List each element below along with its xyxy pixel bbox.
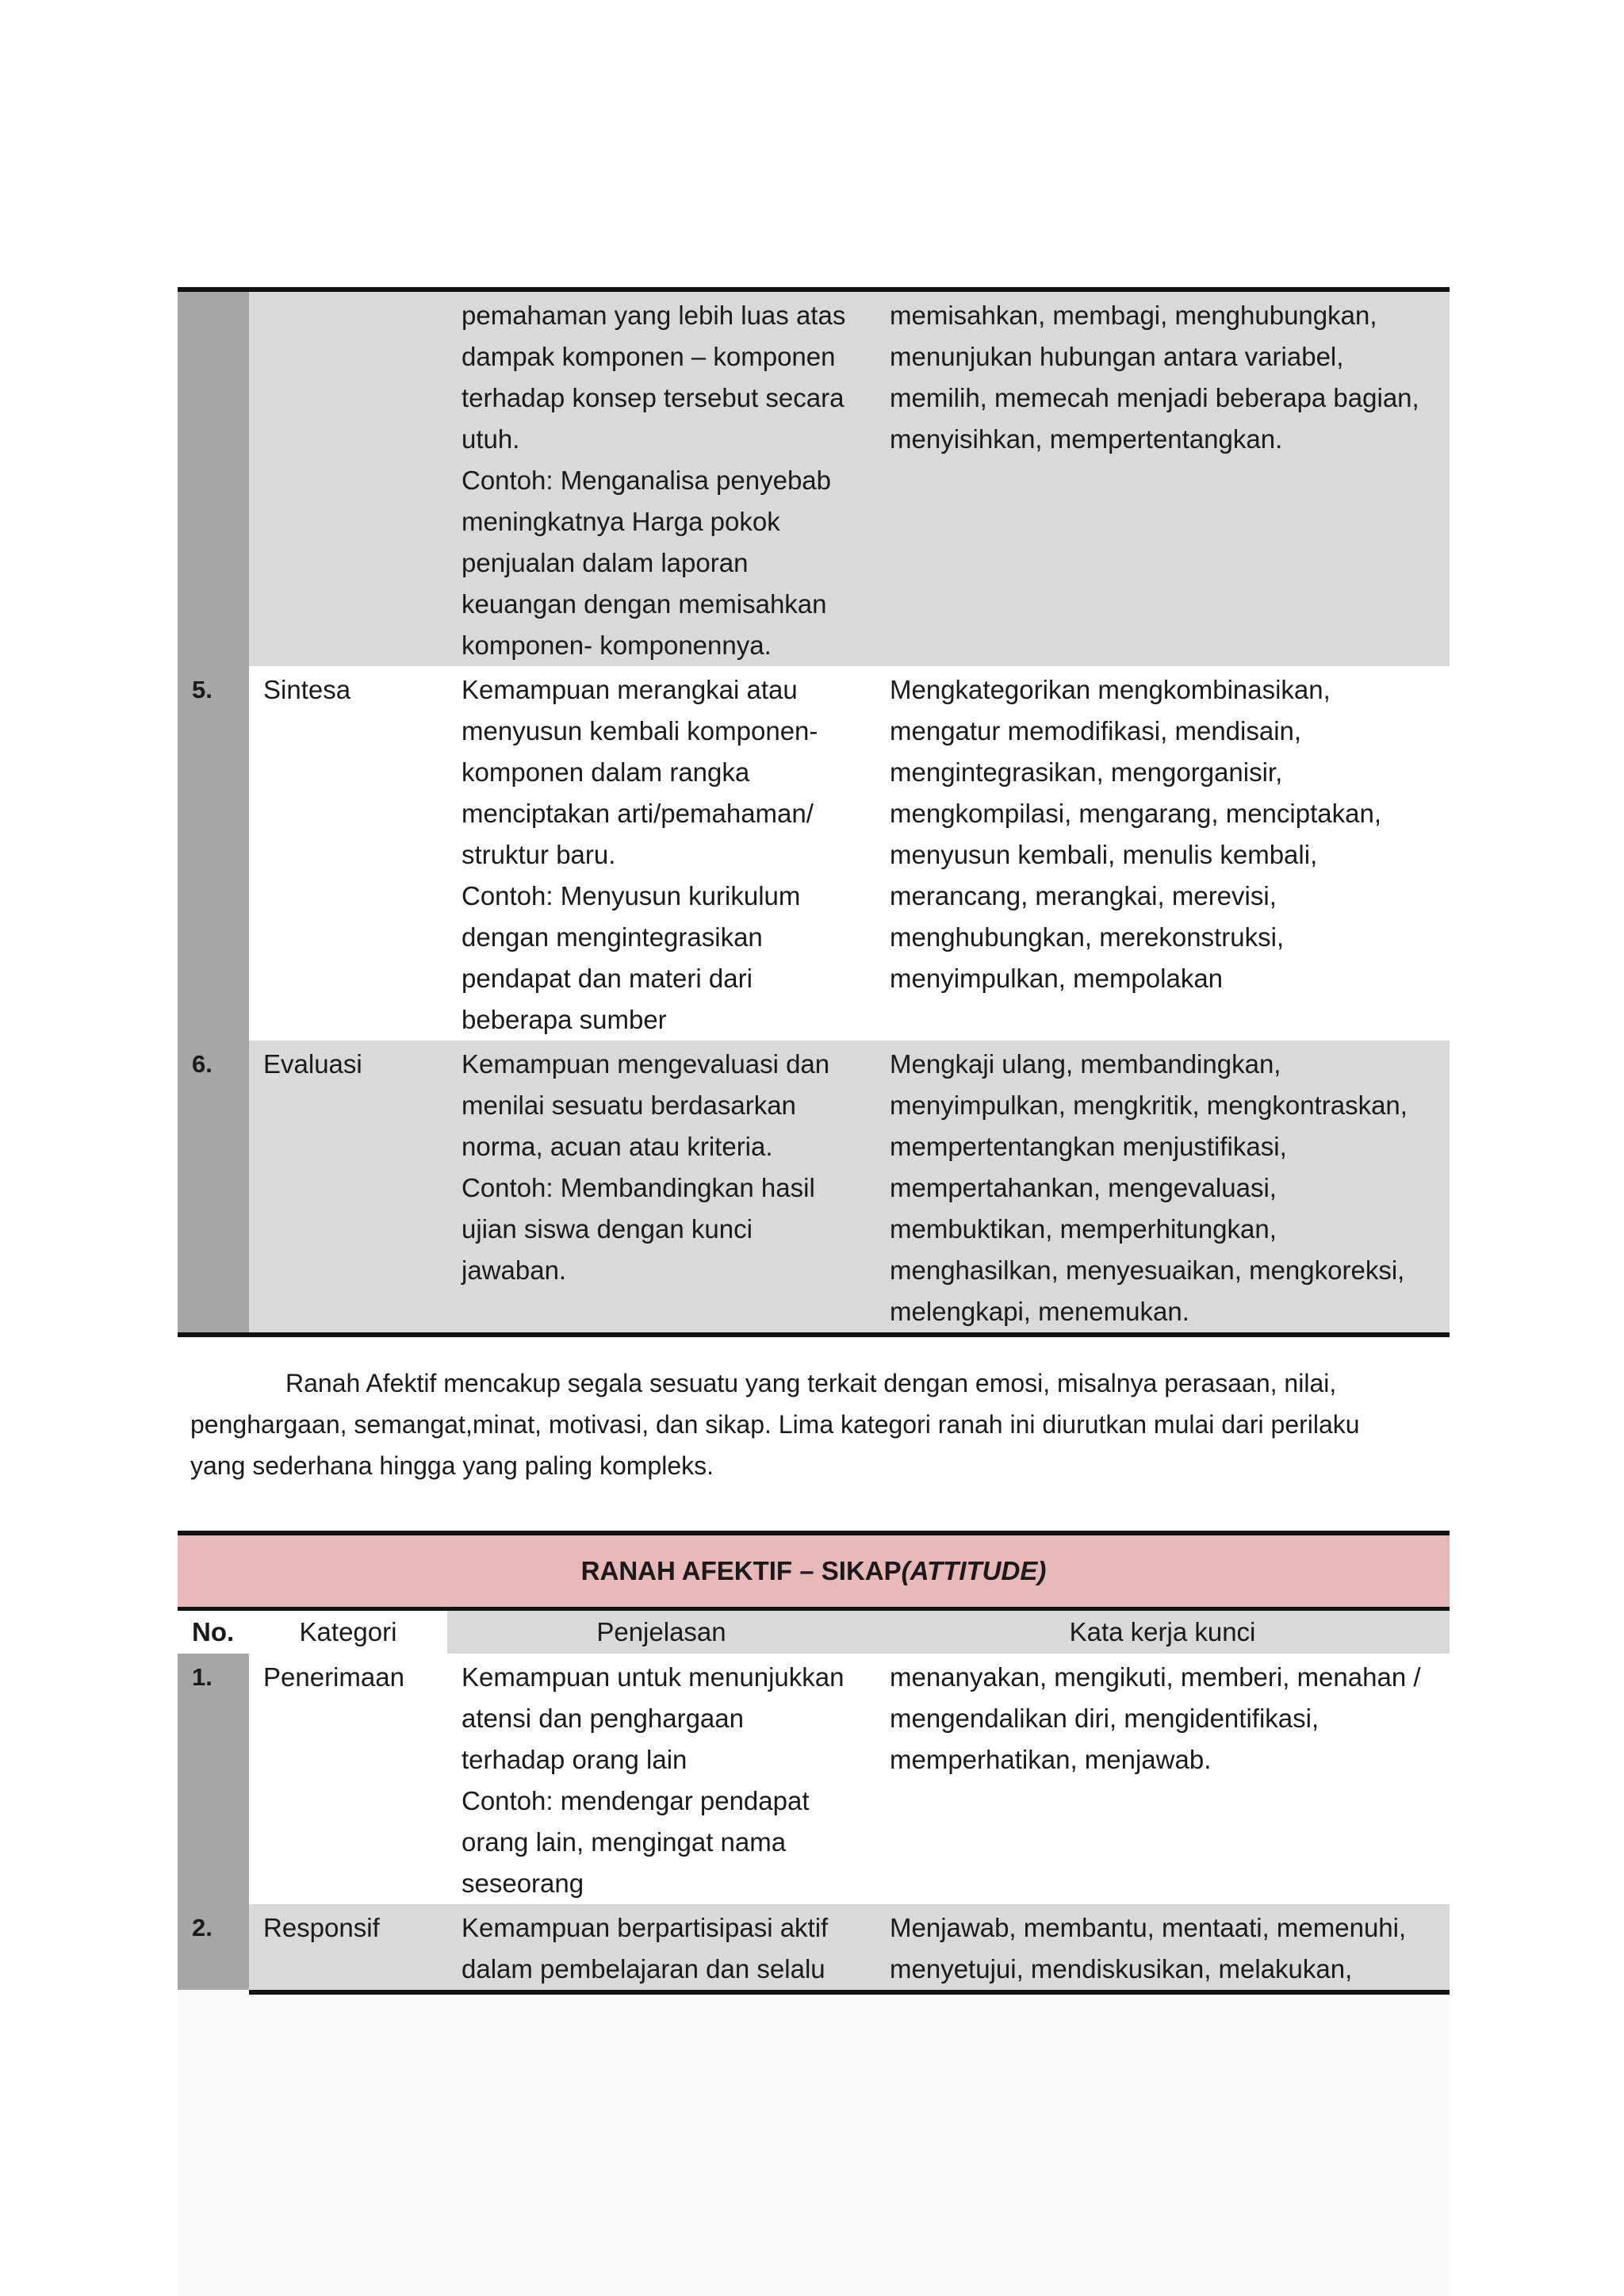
cell-kata-kerja (875, 1654, 1450, 1904)
table-body (178, 292, 1450, 1332)
cell-kata-kerja (875, 292, 1450, 666)
cell-no: 5. (178, 666, 249, 1041)
cell-kategori (249, 292, 447, 666)
cell-line: Menjawab, membantu, mentaati, memenuhi, (890, 1913, 1407, 1942)
cell-line: menghubungkan, merekonstruksi, (890, 922, 1285, 952)
cell-line: menilai sesuatu berdasarkan (462, 1091, 796, 1120)
table-row (178, 1041, 1450, 1332)
cell-line: utuh. (462, 424, 520, 454)
table-title-main: RANAH AFEKTIF – SIKAP (580, 1556, 902, 1585)
table-row (178, 292, 1450, 666)
paragraph-line: penghargaan, semangat,minat, motivasi, dan sikap. Lima kategori ranah ini diurutkan mulai dari perilaku (190, 1410, 1360, 1439)
cell-line: pemahaman yang lebih luas atas (462, 301, 846, 330)
table-row (178, 1904, 1450, 1990)
header-penjelasan: Penjelasan (447, 1611, 875, 1654)
cell-line: Kemampuan mengevaluasi dan (462, 1049, 830, 1079)
table-row (178, 666, 1450, 1041)
cell-line: menciptakan arti/pemahaman/ (462, 799, 814, 828)
cell-line: menyimpulkan, mempolakan (890, 964, 1224, 993)
cell-line: pendapat dan materi dari (462, 964, 753, 993)
cognitive-table-continued (178, 287, 1450, 1337)
cell-line: menunjukan hubungan antara variabel, (890, 342, 1344, 371)
cell-line: jawaban. (462, 1255, 567, 1285)
cell-line: ujian siswa dengan kunci (462, 1214, 753, 1244)
cell-line: menyisihkan, mempertentangkan. (890, 424, 1283, 454)
cell-line: mempertentangkan menjustifikasi, (890, 1132, 1287, 1161)
cell-line: Contoh: Menganalisa penyebab (462, 466, 832, 495)
cell-line: menyusun kembali, menulis kembali, (890, 840, 1318, 869)
cell-line: mengkompilasi, mengarang, menciptakan, (890, 799, 1381, 828)
cell-line: Kemampuan untuk menunjukkan (462, 1662, 845, 1692)
cell-penjelasan (447, 1904, 875, 1990)
cell-line: terhadap konsep tersebut secara (462, 383, 845, 412)
cell-line: komponen- komponennya. (462, 631, 772, 660)
cell-line: meningkatnya Harga pokok (462, 507, 780, 536)
table-bottom-rule (249, 1990, 1450, 1995)
cell-line: beberapa sumber (462, 1005, 667, 1034)
table-body (178, 1654, 1450, 1990)
cell-line: struktur baru. (462, 840, 616, 869)
cell-line: menyimpulkan, mengkritik, mengkontraskan, (890, 1091, 1408, 1120)
cell-line: memisahkan, membagi, menghubungkan, (890, 301, 1377, 330)
cell-line: mengatur memodifikasi, mendisain, (890, 716, 1302, 746)
cell-kategori: Evaluasi (249, 1041, 447, 1332)
affective-intro-paragraph (190, 1363, 1437, 1486)
cell-penjelasan (447, 1041, 875, 1332)
cell-penjelasan (447, 666, 875, 1041)
table-bottom-rule (178, 1332, 1450, 1337)
cell-line: Kemampuan merangkai atau (462, 675, 798, 704)
cell-line: memilih, memecah menjadi beberapa bagian, (890, 383, 1419, 412)
cell-line: menanyakan, mengikuti, memberi, menahan / (890, 1662, 1421, 1692)
cell-kata-kerja (875, 1041, 1450, 1332)
cell-line: terhadap orang lain (462, 1745, 688, 1774)
cell-no (178, 292, 249, 666)
cell-kategori: Sintesa (263, 675, 351, 704)
table-header-row (178, 1611, 1450, 1654)
header-kategori: Kategori (249, 1611, 447, 1654)
paragraph-line: Ranah Afektif mencakup segala sesuatu yang terkait dengan emosi, misalnya perasaan, nilai, (285, 1369, 1337, 1397)
cell-line: Contoh: mendengar pendapat (462, 1786, 810, 1815)
cell-no: 1. (178, 1654, 249, 1904)
cell-line: membuktikan, memperhitungkan, (890, 1214, 1277, 1244)
header-no: No. (178, 1611, 249, 1654)
cell-no: 2. (178, 1904, 249, 1990)
cell-line: dampak komponen – komponen (462, 342, 836, 371)
cell-kata-kerja (875, 1904, 1450, 1990)
cell-line: Mengkaji ulang, membandingkan, (890, 1049, 1281, 1079)
affective-table (178, 1531, 1450, 1995)
cell-no: 6. (178, 1041, 249, 1332)
cell-kategori: Penerimaan (263, 1662, 404, 1692)
cell-line: seseorang (462, 1869, 584, 1898)
cell-kata-kerja (875, 666, 1450, 1041)
cell-line: atensi dan penghargaan (462, 1704, 744, 1733)
cell-line: menyusun kembali komponen- (462, 716, 818, 746)
cell-penjelasan (447, 1654, 875, 1904)
table-title-italic: (ATTITUDE) (901, 1556, 1047, 1585)
cell-line: melengkapi, menemukan. (890, 1297, 1189, 1326)
cell-line: mengendalikan diri, mengidentifikasi, (890, 1704, 1320, 1733)
cell-line: penjualan dalam laporan (462, 548, 749, 577)
cell-line: dengan mengintegrasikan (462, 922, 763, 952)
cell-line: memperhatikan, menjawab. (890, 1745, 1212, 1774)
cell-line: Contoh: Menyusun kurikulum (462, 881, 801, 910)
cell-line: menghasilkan, menyesuaikan, mengkoreksi, (890, 1255, 1405, 1285)
cell-line: komponen dalam rangka (462, 757, 750, 787)
cell-line: mengintegrasikan, mengorganisir, (890, 757, 1283, 787)
paragraph-line: yang sederhana hingga yang paling kompleks. (190, 1451, 714, 1480)
cell-line: keuangan dengan memisahkan (462, 589, 827, 619)
cell-line: orang lain, mengingat nama (462, 1827, 787, 1857)
table-title (178, 1535, 1450, 1607)
page-shade (178, 1989, 1450, 2296)
cell-line: menyetujui, mendiskusikan, melakukan, (890, 1954, 1353, 1984)
cell-line: mempertahankan, mengevaluasi, (890, 1173, 1277, 1202)
cell-penjelasan (447, 292, 875, 666)
cell-kategori: Responsif (249, 1904, 447, 1990)
table-row (178, 1654, 1450, 1904)
cell-line: Kemampuan berpartisipasi aktif (462, 1913, 829, 1942)
cell-line: Contoh: Membandingkan hasil (462, 1173, 815, 1202)
cell-line: norma, acuan atau kriteria. (462, 1132, 773, 1161)
cell-line: merancang, merangkai, merevisi, (890, 881, 1277, 910)
cell-line: Mengkategorikan mengkombinasikan, (890, 675, 1331, 704)
cell-line: dalam pembelajaran dan selalu (462, 1954, 825, 1984)
header-kata-kerja: Kata kerja kunci (875, 1611, 1450, 1654)
